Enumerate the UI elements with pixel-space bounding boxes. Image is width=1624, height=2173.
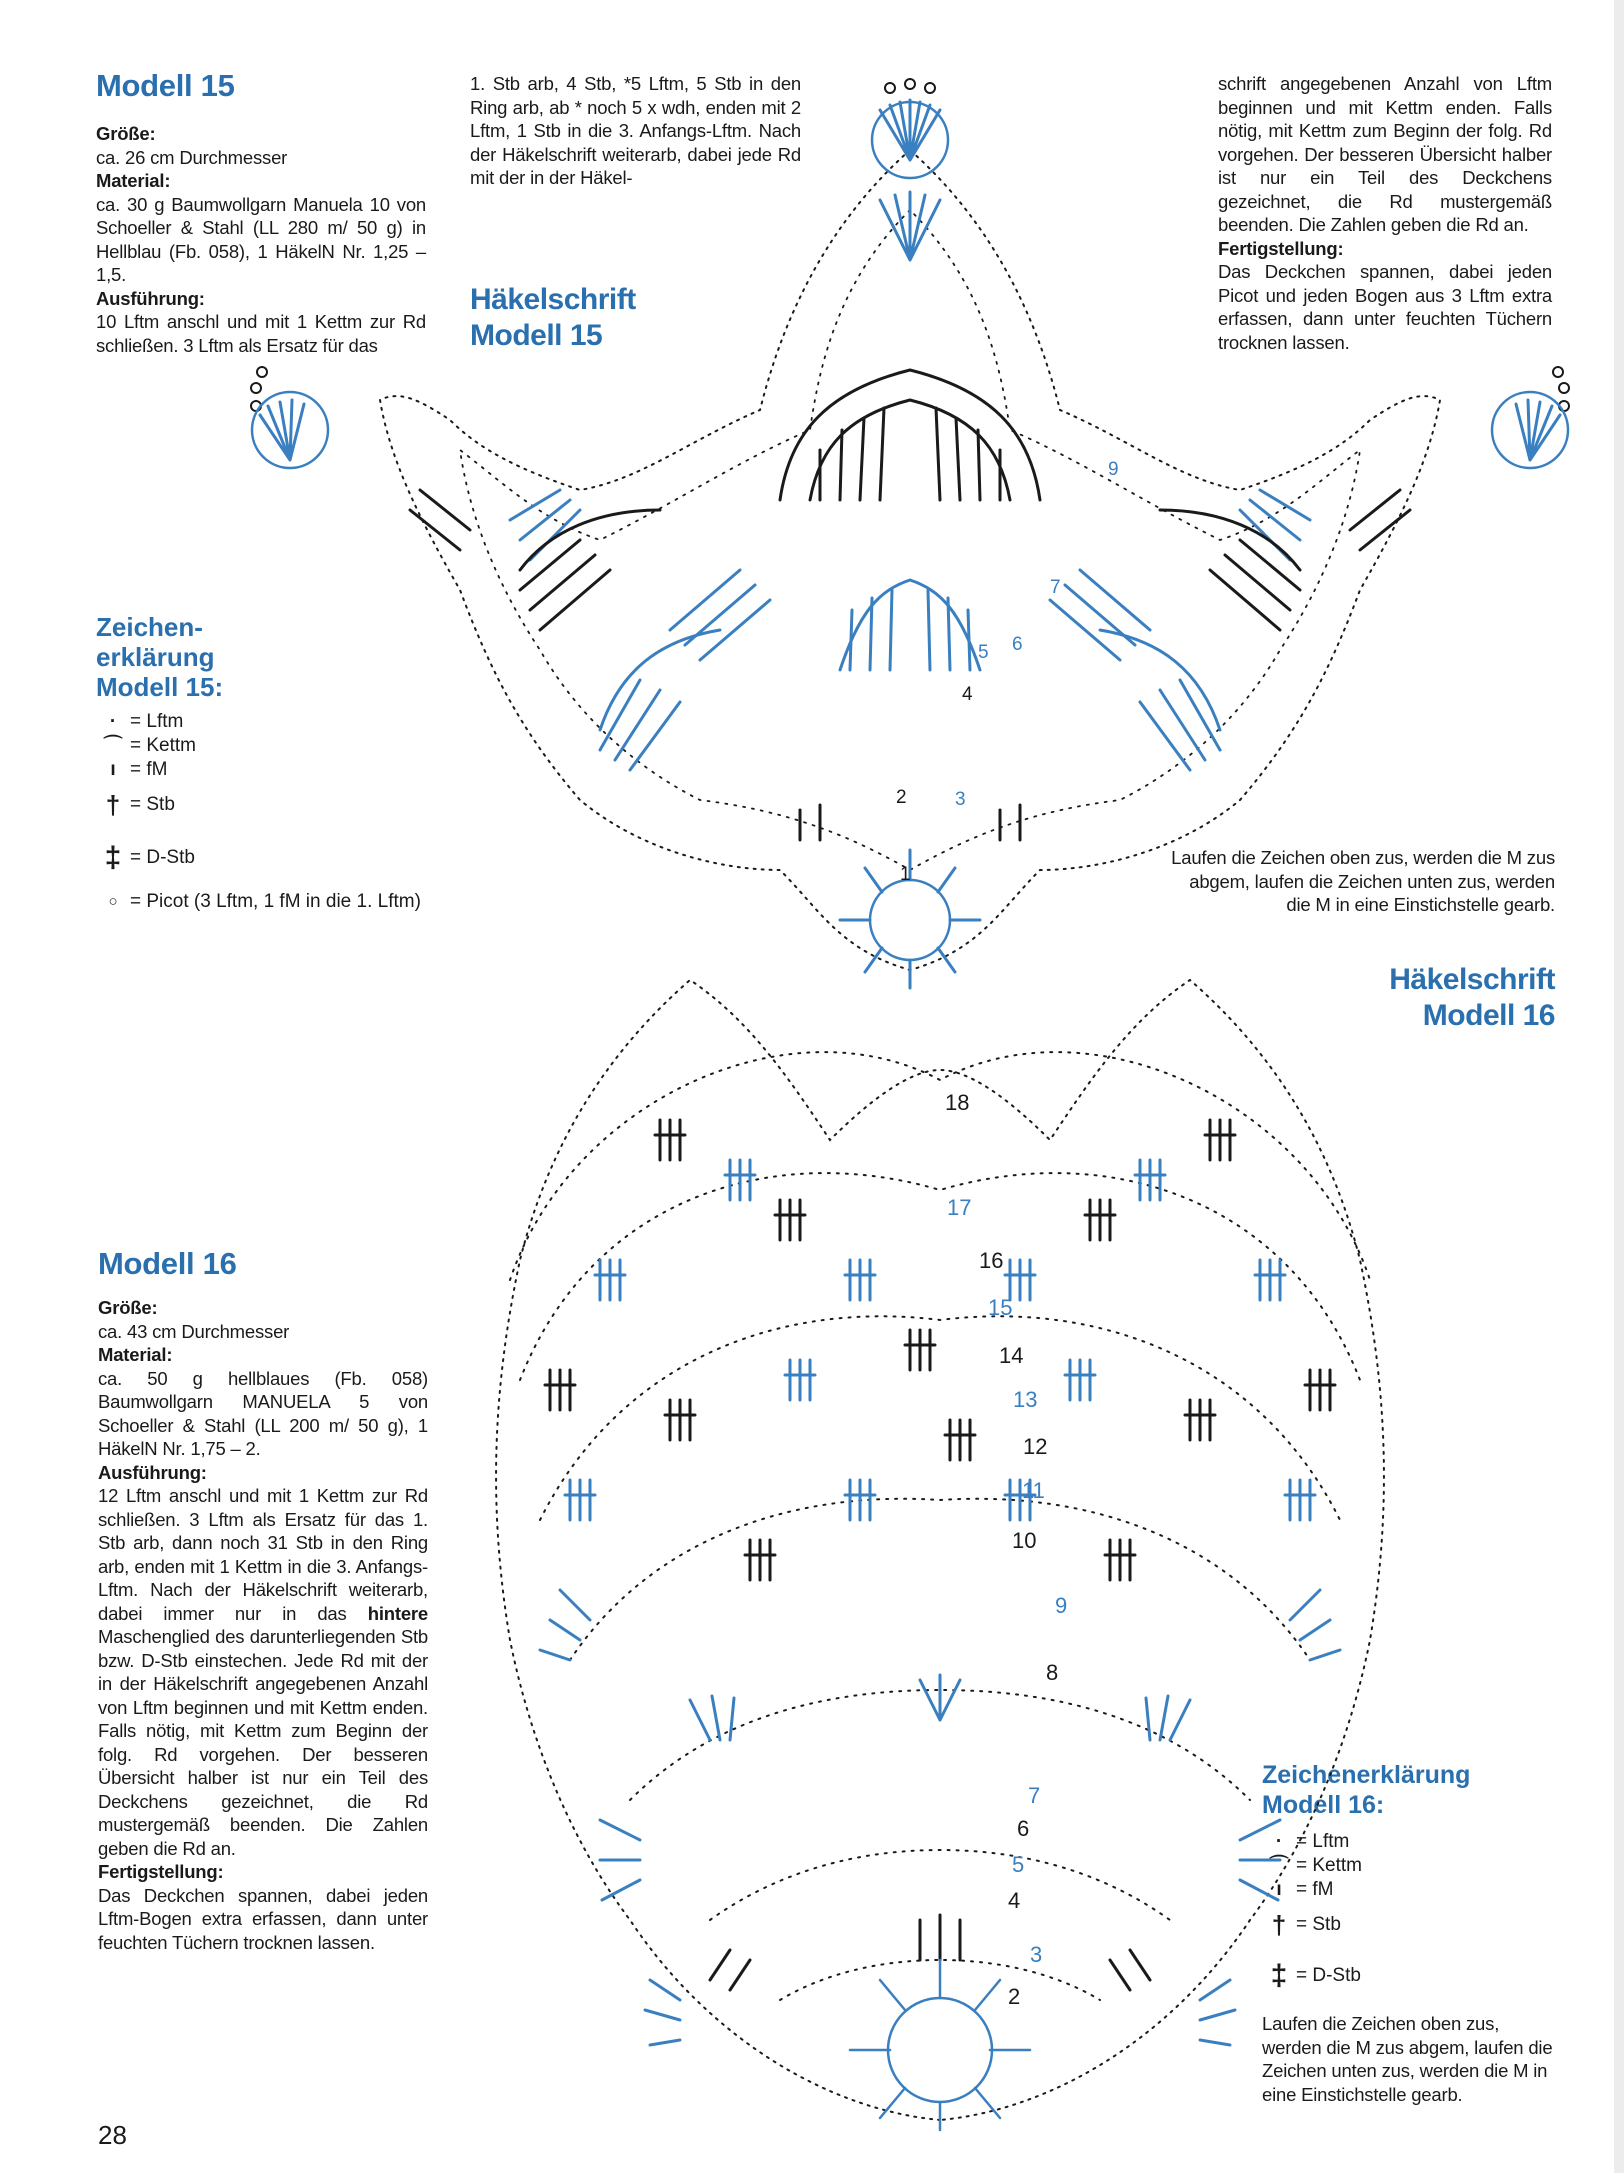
modell15-fertig: Das Deckchen spannen, dabei jeden Picot und jeden Bogen aus 3 Lftm extra erfassen, dann unter feuchten Tüchern trocknen lassen. <box>1218 261 1552 353</box>
modell15-fertig-label: Fertigstellung: <box>1218 237 1344 259</box>
modell16-round-16: 16 <box>979 1248 1004 1273</box>
modell16-chart <box>450 960 1430 2140</box>
single-crochet-icon: ı <box>1276 1879 1282 1900</box>
modell15-material: ca. 30 g Baumwollgarn Manuela 10 von Schoeller & Stahl (LL 280 m/ 50 g) in Hellblau (Fb. 058), 1 HäkelN Nr. 1,25 – 1,5. <box>96 193 426 285</box>
chain-stitch-icon: · <box>109 711 117 732</box>
picot-icon <box>1553 367 1563 377</box>
modell16-round-7: 7 <box>1028 1783 1041 1808</box>
modell15-center-arches <box>780 370 1040 500</box>
modell15-round-6: 6 <box>1012 634 1023 655</box>
modell16-legend-title-2: Modell 16: <box>1262 1791 1385 1819</box>
modell15-black-fans <box>410 490 1410 840</box>
legend-label: = Lftm <box>130 711 184 732</box>
chain-stitch-icon: · <box>1275 1831 1283 1852</box>
modell15-ausfuehrung-part1: 10 Lftm anschl und mit 1 Kettm zur Rd schließen. 3 Lftm als Ersatz für das <box>96 311 426 356</box>
modell15-title: Modell 15 <box>96 68 235 103</box>
picot-icon <box>257 367 267 377</box>
legend-label: = fM <box>1296 1879 1334 1900</box>
modell16-center-column <box>710 1915 1150 1990</box>
modell15-legend-title-2: erklärung <box>96 642 215 672</box>
modell15-round-9: 9 <box>1108 459 1119 480</box>
modell16-haekelschrift-line2: Modell 16 <box>1422 999 1555 1032</box>
modell15-round-4: 4 <box>962 684 973 705</box>
modell16-center-ring <box>888 1998 992 2102</box>
modell15-ausfuehrung-part3: schrift angegebenen Anzahl von Lftm beginnen und mit Kettm enden. Falls nötig, mit Kettm zum Beginn der folg. Rd vorgehen. Der besseren Übersicht halber ist nur ein Teil des Deckchens gezeichnet, die Rd mustergemäß beenden. Die Zahlen geben die Rd an. <box>1218 73 1552 235</box>
legend-label: = Picot (3 Lftm, 1 fM in die 1. Lftm) <box>130 891 421 912</box>
modell16-round-13: 13 <box>1013 1387 1038 1412</box>
legend-label: = Stb <box>1296 1914 1341 1935</box>
modell16-fertig-label: Fertigstellung: <box>98 1861 224 1882</box>
modell15-inner-edge <box>460 210 1360 870</box>
modell16-groesse-label: Größe: <box>98 1297 158 1318</box>
modell15-note: Laufen die Zeichen oben zus, werden die M zus abgem, laufen die Zeichen unten zus, werden die M in eine Einstichstelle gearb. <box>1171 847 1555 915</box>
modell16-round-10: 10 <box>1012 1528 1037 1553</box>
modell16-round-4: 4 <box>1008 1888 1021 1913</box>
modell16-groesse: ca. 43 cm Durchmesser <box>98 1320 290 1342</box>
modell16-arc <box>520 1173 1360 1380</box>
treble-crochet-icon: ‡ <box>104 841 122 874</box>
picot-icon <box>925 83 935 93</box>
modell16-round-3: 3 <box>1030 1942 1043 1967</box>
modell16-arc <box>710 1850 1170 1920</box>
modell15-round-3: 3 <box>955 789 966 810</box>
legend-label: = fM <box>130 759 168 780</box>
modell16-round-18: 18 <box>945 1090 970 1115</box>
double-crochet-icon: † <box>105 790 121 820</box>
modell15-material-label: Material: <box>96 170 171 191</box>
modell15-legend-title-3: Modell 15: <box>96 672 224 702</box>
picot-icon <box>885 83 895 93</box>
modell16-note: Laufen die Zeichen oben zus, werden die M zus abgem, laufen die Zeichen unten zus, werden die M in eine Einstichstelle gearb. <box>1262 2013 1553 2105</box>
modell16-ausfuehrung-a: 12 Lftm anschl und mit 1 Kettm zur Rd schließen. 3 Lftm als Ersatz für das 1. Stb arb, dann noch 31 Stb in den Ring arb, enden mit 1 Kettm in die 3. Anfangs-Lftm. Nach der Häkelschrift weiterarb, dabei immer nur in das <box>98 1485 428 1624</box>
legend-label: = Kettm <box>1296 1855 1362 1876</box>
modell16-arc <box>540 1316 1340 1520</box>
modell15-round-5: 5 <box>978 642 989 663</box>
modell15-blue-fans <box>510 192 1310 770</box>
modell15-haekelschrift-line1: Häkelschrift <box>470 283 636 316</box>
modell16-fertig: Das Deckchen spannen, dabei jeden Lftm-Bogen extra erfassen, dann unter feuchten Tüchern trocknen lassen. <box>98 1884 428 1953</box>
modell16-round-17: 17 <box>947 1195 972 1220</box>
modell16-ausfuehrung-b: Maschenglied des darunterliegenden Stb bzw. D-Stb einstechen. Jede Rd mit der in der Häkelschrift angegebenen Anzahl von Lftm beginnen und mit Kettm enden. Falls nötig, mit Kettm zum Beginn der folg. Rd vorgehen. Der besseren Übersicht halber ist nur ein Teil des Deckchens gezeichnet, die Rd mustergemäß beenden. Die Zahlen geben die Rd an. <box>98 1626 428 1859</box>
double-crochet-icon: † <box>1271 1910 1287 1940</box>
modell16-haekelschrift-line1: Häkelschrift <box>1389 963 1555 996</box>
modell16-round-6: 6 <box>1017 1816 1030 1841</box>
slip-stitch-icon: ⌒ <box>1269 1855 1289 1876</box>
modell15-ausfuehrung-label: Ausführung: <box>96 287 205 309</box>
modell15-haekelschrift-line2: Modell 15 <box>470 319 603 352</box>
picot-icon <box>1559 383 1569 393</box>
modell16-text <box>98 1296 428 1954</box>
modell15-groesse: ca. 26 cm Durchmesser <box>96 146 288 168</box>
modell15-outer-edge <box>380 150 1440 970</box>
modell15-round-7: 7 <box>1050 577 1061 598</box>
modell16-round-8: 8 <box>1046 1660 1059 1685</box>
modell16-ausfuehrung-bold: hintere <box>367 1602 428 1624</box>
legend-label: = Lftm <box>1296 1831 1350 1852</box>
picot-icon <box>251 383 261 393</box>
legend-label: = D-Stb <box>130 847 195 868</box>
modell16-round-12: 12 <box>1023 1434 1048 1459</box>
modell16-arc <box>570 1499 1310 1660</box>
treble-crochet-icon: ‡ <box>1270 1959 1288 1992</box>
modell16-ring-stitches <box>850 1960 1030 2130</box>
modell16-stitch-rows <box>545 1120 1335 1580</box>
modell16-round-9: 9 <box>1055 1593 1068 1618</box>
slip-stitch-icon: ⌒ <box>103 735 123 756</box>
modell16-round-14: 14 <box>999 1343 1024 1368</box>
modell16-arc <box>510 1052 1370 1280</box>
modell16-round-2: 2 <box>1008 1984 1021 2009</box>
modell16-legend-title-1: Zeichenerklärung <box>1262 1761 1471 1789</box>
legend-label: = Kettm <box>130 735 196 756</box>
single-crochet-icon: ı <box>110 759 116 780</box>
picot-icon: ○ <box>108 893 118 910</box>
modell15-chart <box>220 70 1600 1010</box>
modell16-material: ca. 50 g hellblaues (Fb. 058) Baumwollgarn MANUELA 5 von Schoeller & Stahl (LL 200 m/ 50 g), 1 HäkelN Nr. 1,75 – 2. <box>98 1367 428 1459</box>
modell16-ausfuehrung-label: Ausführung: <box>98 1461 207 1483</box>
modell16-ausfuehrung <box>98 1484 428 1860</box>
modell16-round-11: 11 <box>1022 1478 1045 1503</box>
modell16-round-5: 5 <box>1012 1852 1025 1877</box>
modell15-legend-title-1: Zeichen- <box>96 612 203 642</box>
modell15-round-1: 1 <box>900 864 911 885</box>
modell16-material-label: Material: <box>98 1344 173 1365</box>
modell15-right-fan <box>1516 400 1560 460</box>
modell16-round-15: 15 <box>988 1295 1013 1320</box>
modell16-title: Modell 16 <box>98 1246 237 1281</box>
legend-label: = Stb <box>130 794 175 815</box>
page-number: 28 <box>98 2120 127 2150</box>
modell15-left-fan <box>260 400 304 460</box>
modell15-groesse-label: Größe: <box>96 123 156 144</box>
modell15-ausfuehrung-part2: 1. Stb arb, 4 Stb, *5 Lftm, 5 Stb in den Ring arb, ab * noch 5 x wdh, enden mit 2 Lftm, 1 Stb in die 3. Anfangs-Lftm. Nach der Häkelschrift weiterarb, dabei jede Rd mit der in der Häkel- <box>470 73 801 188</box>
modell15-round-2: 2 <box>896 787 907 808</box>
legend-label: = D-Stb <box>1296 1965 1361 1986</box>
picot-icon <box>905 79 915 89</box>
